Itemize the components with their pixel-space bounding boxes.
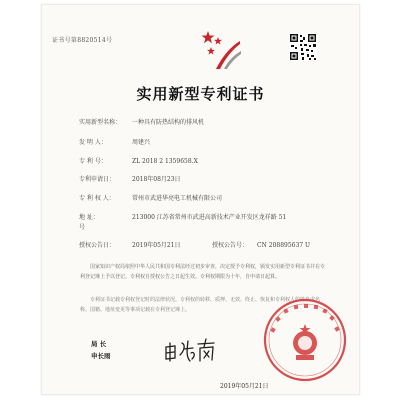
certificate-sheet xyxy=(41,4,360,395)
field-value: 2018年08月23日 xyxy=(132,176,181,183)
field-grant xyxy=(42,242,359,250)
signature-icon xyxy=(160,331,220,367)
field-value: 常州市武进华亮电工机械有限公司 xyxy=(132,195,223,202)
field-value: 213000 江苏省常州市武进高新技术产业开发区龙祥路 51 xyxy=(132,214,287,221)
official-seal-icon xyxy=(262,297,348,383)
field-patent-number xyxy=(42,158,359,166)
grant-pub-number: CN 208895637 U xyxy=(257,242,311,249)
field-value: 周建兴 xyxy=(132,139,151,146)
field-application-date xyxy=(42,176,359,184)
field-label: 实用新型名称： xyxy=(79,119,122,126)
field-address xyxy=(42,214,359,234)
field-utility-model-name xyxy=(42,119,359,127)
emblem-icon xyxy=(196,27,244,73)
signature-name: 申长雨 xyxy=(91,352,111,360)
field-value: ZL 2018 2 1359658.X xyxy=(132,158,198,165)
field-label: 地 址： xyxy=(79,214,99,221)
field-patentee xyxy=(42,195,359,203)
body-paragraph-1: 国家知识产权局依照中华人民共和国专利法经过初步审查，决定授予专利权，颁发实用新型专利证书并在专利登记簿上予以登记。专利权自授权公告之日起生效。专利权期限为十年，自申请日起算。 xyxy=(80,264,326,280)
field-inventor xyxy=(42,139,359,147)
field-label: 专 利 号： xyxy=(79,158,107,165)
signature-title: 局 长 xyxy=(91,340,107,348)
grant-pub-label: 授权公告号： xyxy=(212,242,249,249)
field-label: 发 明 人： xyxy=(79,139,107,146)
grant-date-value: 2019年05月21日 xyxy=(132,242,181,249)
field-value-continued: 号 xyxy=(79,224,86,231)
qr-code-icon xyxy=(289,33,317,61)
field-value: 一种具有防热结构的排风机 xyxy=(132,119,205,126)
body-paragraph-2: 专利证书记载专利权登记时的法律状况。专利权的转移、质押、无效、终止、恢复和专利权人的姓名或名称、国籍、地址变更等事项记载在专利登记簿上。 xyxy=(80,297,321,313)
field-label: 专 利 权 人： xyxy=(79,195,115,202)
seal-date: 2019年05月21日 xyxy=(220,383,269,390)
certificate-number: 证书号第8820514号 xyxy=(52,37,113,44)
page-title: 实用新型专利证书 xyxy=(136,85,265,103)
field-label: 专利申请日： xyxy=(79,176,116,183)
grant-date-label: 授权公告日： xyxy=(79,242,116,249)
